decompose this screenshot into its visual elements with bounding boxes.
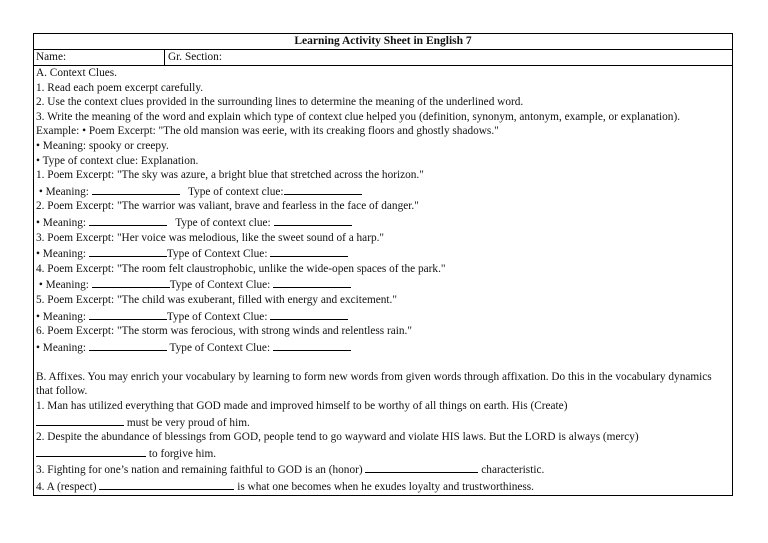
meaning-label: • Meaning: <box>36 185 89 198</box>
item-3-answer-row <box>36 245 730 262</box>
instruction-1: 1. Read each poem excerpt carefully. <box>36 81 204 94</box>
type-label: Type of context clue: <box>188 185 284 198</box>
meaning-label: • Meaning: <box>36 310 87 323</box>
type-blank[interactable] <box>274 214 352 226</box>
meaning-blank[interactable] <box>92 276 170 288</box>
spacer <box>36 355 730 370</box>
item-3-excerpt: 3. Poem Excerpt: "Her voice was melodious, like the sweet sound of a harp." <box>36 231 385 244</box>
instruction-3: 3. Write the meaning of the word and explain which type of context clue helped you (definition, synonym, antonym, example, or explanation). <box>36 110 681 123</box>
part-b-question-1-cont <box>36 414 730 431</box>
question-text: 3. Fighting for one’s nation and remaining faithful to GOD is an (honor) <box>36 464 363 477</box>
sheet-body <box>34 66 732 495</box>
item-6-answer-row <box>36 339 730 356</box>
answer-blank-2[interactable] <box>36 445 146 457</box>
type-label: Type of Context Clue: <box>166 248 268 261</box>
question-text: characteristic. <box>481 464 545 477</box>
item-4-excerpt: 4. Poem Excerpt: "The room felt claustrophobic, unlike the wide-open spaces of the park." <box>36 262 446 275</box>
item-6-excerpt: 6. Poem Excerpt: "The storm was ferocious, with strong winds and relentless rain." <box>36 325 412 338</box>
meaning-label: • Meaning: <box>36 341 87 354</box>
question-text: to forgive him. <box>148 447 217 460</box>
answer-blank-1[interactable] <box>36 414 124 426</box>
type-label: Type of Context Clue: <box>166 310 268 323</box>
sheet-title: Learning Activity Sheet in English 7 <box>34 34 732 50</box>
part-b-question-1: 1. Man has utilized everything that GOD made and improved himself to be worthy of all things on earth. His (Create) <box>36 400 568 413</box>
item-4-answer-row <box>36 276 730 293</box>
type-label: Type of Context Clue: <box>169 279 271 292</box>
part-a-heading: A. Context Clues. <box>36 67 117 79</box>
example-type: • Type of context clue: Explanation. <box>36 154 199 167</box>
answer-blank-3[interactable] <box>365 461 478 473</box>
example-meaning: • Meaning: spooky or creepy. <box>36 139 169 152</box>
type-blank[interactable] <box>273 339 351 351</box>
part-b-intro: B. Affixes. You may enrich your vocabulary by learning to form new words from given words through affixation. Do this in the vocabulary dynamics that follow. <box>36 370 715 398</box>
part-b-question-2-cont <box>36 445 730 462</box>
example-excerpt: Example: • Poem Excerpt: "The old mansion was eerie, with its creaking floors and ghostly shadows." <box>36 125 499 138</box>
activity-sheet <box>33 33 733 496</box>
meaning-label: • Meaning: <box>36 216 87 229</box>
type-blank[interactable] <box>270 308 348 320</box>
meaning-blank[interactable] <box>89 245 167 257</box>
item-2-excerpt: 2. Poem Excerpt: "The warrior was valiant, brave and fearless in the face of danger." <box>36 200 419 213</box>
part-b-question-4 <box>36 478 730 495</box>
instruction-2: 2. Use the context clues provided in the surrounding lines to determine the meaning of the underlined word. <box>36 96 524 109</box>
answer-blank-4[interactable] <box>99 478 234 490</box>
meaning-blank[interactable] <box>89 308 167 320</box>
item-5-excerpt: 5. Poem Excerpt: "The child was exuberant, filled with energy and excitement." <box>36 293 397 306</box>
part-b-question-2: 2. Despite the abundance of blessings from GOD, people tend to go wayward and violate HIS laws. But the LORD is always (mercy) <box>36 431 639 444</box>
type-label: Type of context clue: <box>175 216 271 229</box>
item-1-answer-row <box>36 183 730 200</box>
meaning-label: • Meaning: <box>36 248 87 261</box>
type-blank[interactable] <box>273 276 351 288</box>
student-info-row <box>34 50 732 66</box>
question-text: must be very proud of him. <box>126 416 250 429</box>
item-2-answer-row <box>36 214 730 231</box>
meaning-blank[interactable] <box>89 339 167 351</box>
meaning-label: • Meaning: <box>36 279 89 292</box>
question-text: 4. A (respect) <box>36 481 97 494</box>
item-1-excerpt: 1. Poem Excerpt: "The sky was azure, a bright blue that stretched across the horizon." <box>36 169 424 182</box>
type-blank[interactable] <box>284 183 362 195</box>
grade-section-field[interactable]: Gr. Section: <box>168 51 222 63</box>
item-5-answer-row <box>36 308 730 325</box>
part-b-question-3 <box>36 461 730 478</box>
meaning-blank[interactable] <box>92 183 180 195</box>
name-field[interactable]: Name: <box>34 50 165 65</box>
meaning-blank[interactable] <box>89 214 167 226</box>
question-text: is what one becomes when he exudes loyalty and trustworthiness. <box>237 481 534 494</box>
type-blank[interactable] <box>270 245 348 257</box>
type-label: Type of Context Clue: <box>169 341 271 354</box>
